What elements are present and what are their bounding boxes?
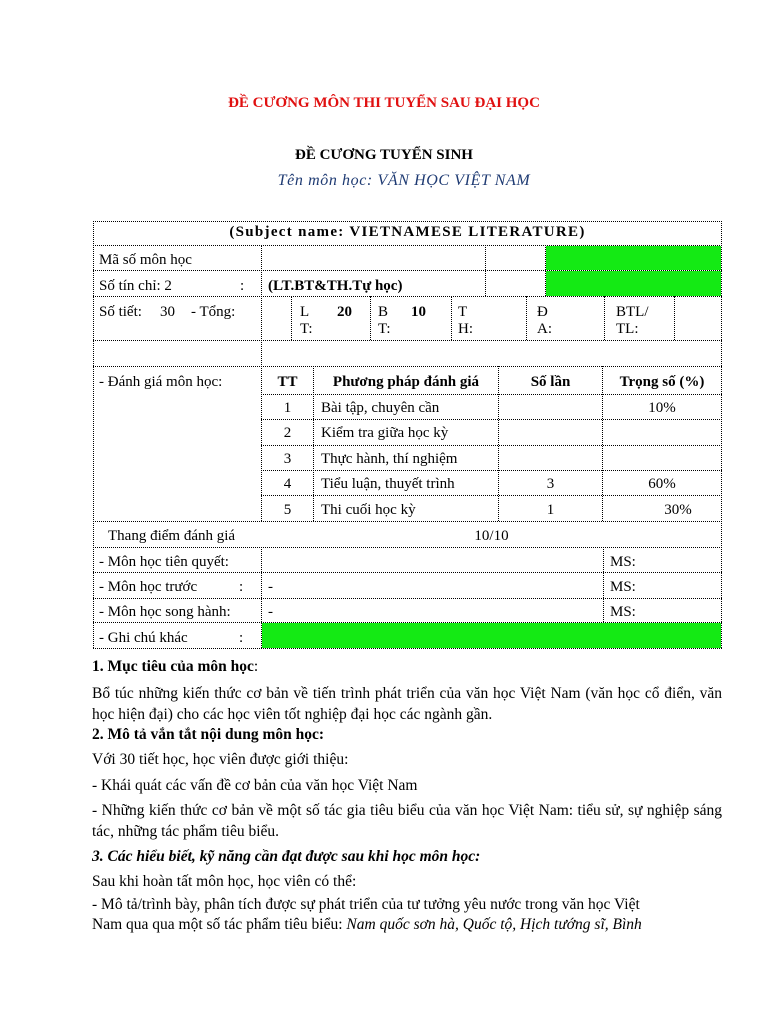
- eval-tt: 3: [283, 451, 292, 467]
- section-2-para-3: - Những kiến thức cơ bản về một số tác gia tiêu biểu của văn học Việt Nam: tiểu sử, sự nghiệp sáng tác, những tác phẩm tiêu biểu.: [92, 802, 722, 840]
- truoc-colon: :: [239, 579, 244, 595]
- tong-label: - Tổng:: [191, 304, 236, 320]
- tien-quyet-label: - Môn học tiên quyết:: [99, 554, 229, 570]
- song-hanh-label: - Môn học song hành:: [99, 604, 231, 620]
- section-2-para-2: - Khái quát các vấn đề cơ bản của văn học Việt Nam: [92, 777, 418, 794]
- eval-method: Bài tập, chuyên cần: [321, 400, 440, 416]
- section-2-title: 2. Mô tả vắn tắt nội dung môn học:: [92, 726, 325, 743]
- eval-header-weight: Trọng số (%): [619, 374, 705, 390]
- eval-header-method: Phương pháp đánh giá: [332, 374, 480, 390]
- hours-type: (LT.BT&TH.Tự học): [268, 278, 403, 294]
- section-1-text: Bổ túc những kiến thức cơ bản về tiến trình phát triển của văn học Việt Nam (văn học cổ điển, văn học hiện đại) cho các học viên tốt nghiệp đại học các ngành gần.: [92, 685, 722, 723]
- truoc-ms: MS:: [610, 579, 636, 595]
- section-3-para-2-line-1: - Mô tả/trình bày, phân tích được sự phát triển của tư tưởng yêu nước trong văn học Việt: [92, 896, 640, 913]
- document-red-title: ĐỀ CƯƠNG MÔN THI TUYỂN SAU ĐẠI HỌC: [228, 95, 540, 111]
- highlight-cell-ma-so: [546, 246, 721, 270]
- eval-method: Tiểu luận, thuyết trình: [321, 476, 455, 492]
- truoc-label: - Môn học trước: [99, 579, 198, 595]
- lt-value: 20: [337, 304, 352, 320]
- so-tin-chi-colon: :: [240, 278, 245, 294]
- so-tin-chi-label: Số tín chỉ: 2: [99, 278, 172, 294]
- eval-method: Kiểm tra giữa học kỳ: [321, 425, 449, 441]
- lt-label: L T:: [300, 304, 313, 337]
- eval-times: 3: [546, 476, 555, 492]
- eval-tt: 4: [283, 476, 292, 492]
- section-3-title: 3. Các hiểu biết, kỹ năng cần đạt được sau khi học môn học:: [92, 848, 481, 865]
- section-3-para-1: Sau khi hoàn tất môn học, học viên có thể:: [92, 873, 357, 890]
- subject-value: VĂN HỌC VIỆT NAM: [377, 172, 531, 189]
- song-hanh-ms: MS:: [610, 604, 636, 620]
- section-1-title-text: 1. Mục tiêu của môn học: [92, 658, 254, 675]
- bt-label: B T:: [378, 304, 391, 337]
- danh-gia-label: - Đánh giá môn học:: [99, 374, 223, 390]
- section-3-para-2-normal: Nam qua qua một số tác phẩm tiêu biểu:: [92, 916, 343, 933]
- da-label: Đ A:: [537, 304, 552, 337]
- section-3-para-2-italic: Nam quốc sơn hà, Quốc tộ, Hịch tướng sĩ, Bình: [346, 916, 642, 933]
- section-1-title: [92, 656, 722, 677]
- eval-tt: 2: [283, 425, 292, 441]
- eval-header-tt: TT: [277, 374, 298, 390]
- ghi-chu-colon: :: [239, 630, 244, 646]
- eval-times: 1: [546, 502, 555, 518]
- subject-title: [0, 172, 768, 190]
- eval-method: Thực hành, thí nghiệm: [321, 451, 458, 467]
- tien-quyet-ms: MS:: [610, 554, 636, 570]
- section-3-para-2-line-2: [92, 914, 722, 935]
- eval-weight: 30%: [664, 502, 692, 518]
- section-2-para-1: Với 30 tiết học, học viên được giới thiệu:: [92, 751, 349, 768]
- bt-value: 10: [411, 304, 426, 320]
- eval-header-times: Số lần: [530, 374, 571, 390]
- subject-name-en: (Subject name: VIETNAMESE LITERATURE): [229, 224, 586, 240]
- eval-method: Thi cuối học kỳ: [321, 502, 416, 518]
- eval-weight: 60%: [648, 476, 676, 492]
- thang-diem-value: 10/10: [474, 528, 509, 544]
- eval-tt: 5: [283, 502, 292, 518]
- th-label: T H:: [458, 304, 473, 337]
- highlight-cell-tin-chi: [546, 271, 721, 296]
- truoc-value: -: [268, 579, 273, 595]
- so-tiet-label: Số tiết:: [99, 304, 142, 320]
- eval-weight: 10%: [648, 400, 676, 416]
- document-main-title: ĐỀ CƯƠNG TUYỂN SINH: [295, 147, 473, 163]
- ma-so-label: Mã số môn học: [99, 252, 192, 268]
- thang-diem-label: Thang điểm đánh giá: [108, 528, 236, 544]
- ghi-chu-label: - Ghi chú khác: [99, 630, 188, 646]
- highlight-cell-ghi-chu: [262, 623, 721, 648]
- subject-label: Tên môn học:: [277, 172, 373, 189]
- so-tiet-value: 30: [160, 304, 175, 320]
- btl-label: BTL/ TL:: [616, 304, 649, 337]
- song-hanh-value: -: [268, 604, 273, 620]
- section-1-title-colon: :: [253, 658, 259, 675]
- eval-tt: 1: [283, 400, 292, 416]
